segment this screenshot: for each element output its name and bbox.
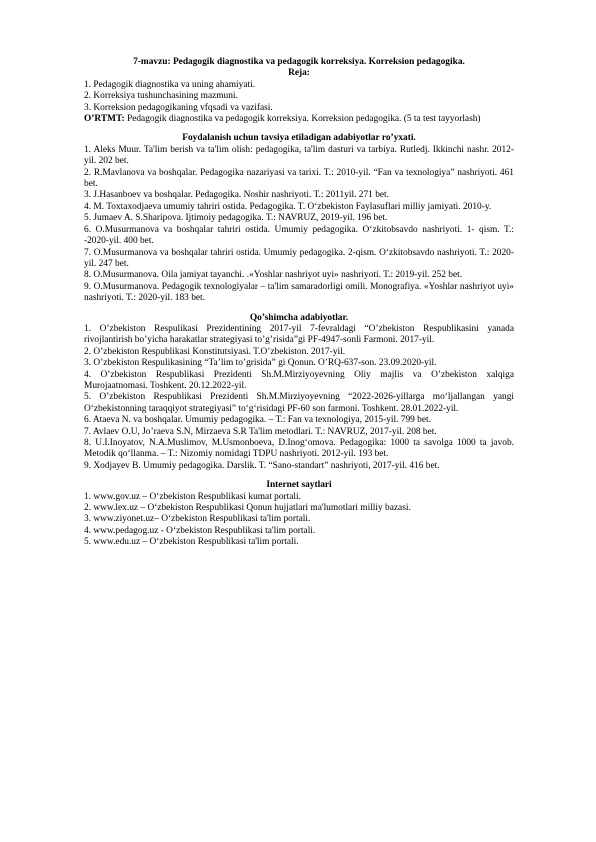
literature-item: 1. Aleks Muur. Ta'lim berish va ta'lim olish: pedagogika, ta'lim dasturi va tarbiya. Rutledj. Ikkinchi nashr. 2012-yil. 202 bet. xyxy=(84,144,514,167)
additional-item: 1. O’zbekiston Respulikasi Prezidentining 2017-yil 7-fevraldagi “O’zbekiston Respublikasini yanada rivojlantirish bo’yicha harakatlar strategiyasi to’g’risida”gi PF-4947-sonli Farmoni. 2017-yil. xyxy=(84,323,514,346)
literature-heading: Foydalanish uchun tavsiya etiladigan adabiyotlar ro’yxati. xyxy=(182,133,416,144)
additional-item: 5. O’zbekiston Respublikasi Prezidenti Sh.M.Mirziyoyevning “2022-2026-yillarga mo‘ljallangan yangi O‘zbekistonning taraqqiyot strategiyasi” to‘g‘risidagi PF-60 son farmoni. Toshkent. 28.01.2022-yil. xyxy=(84,392,514,414)
internet-item: 5. www.edu.uz – O‘zbekiston Respublikasi ta'lim portali. xyxy=(84,537,299,548)
additional-heading: Qo’shimcha adabiyotlar. xyxy=(249,312,349,323)
ortmt-label: O’RTMT: xyxy=(84,114,125,125)
internet-item: 3. www.ziyonet.uz– O‘zbekiston Respublikasi ta'lim portali. xyxy=(84,514,311,525)
literature-item: 6. O.Musurmanova va boshqalar tahriri ostida. Umumiy pedagogika. O‘zkitobsavdo nashriyoti. 1- qism. T.: -2020-yil. 400 bet. xyxy=(84,224,514,247)
internet-list xyxy=(84,492,514,549)
ortmt-paragraph xyxy=(84,114,514,125)
internet-item: 4. www.pedagog.uz - O‘zbekiston Respublikasi ta'lim portali. xyxy=(84,525,316,536)
additional-item: 4. O’zbekiston Respublikasi Prezidenti Sh.M.Mirziyoyevning Oliy majlis va O’zbekiston xalqiga Murojaatnomasi. Toshkent. 20.12.2022-yil. xyxy=(84,369,514,391)
additional-item: 9. Xodjayev B. Umumiy pedagogika. Darslik. T. “Sano-standart” nashriyoti, 2017-yil. 416 bet. xyxy=(84,460,440,471)
literature-list xyxy=(84,145,514,305)
additional-item: 7. Avlaev O.U, Jo’raeva S.N, Mirzaeva S.R Ta'lim metodlari. T.: NAVRUZ, 2017-yil. 208 bet. xyxy=(84,426,437,437)
literature-item: 8. O.Musurmanova. Oila jamiyat tayanchi. .«Yoshlar nashriyot uyi» nashriyoti. T.: 2019-yil. 252 bet. xyxy=(84,270,463,281)
plan-list xyxy=(84,80,514,114)
internet-item: 2. www.lex.uz – O‘zbekiston Respublikasi Qonun hujjatlari ma'lumotlari milliy bazasi. xyxy=(84,503,411,514)
plan-heading: Reja: xyxy=(288,68,310,79)
literature-item: 9. O.Musurmanova. Pedagogik texnologiyalar – ta'lim samaradorligi omili. Monografiya. «Yoshlar nashriyot uyi» nashriyoti. T.: 2020-yil. 183 bet. xyxy=(84,281,514,304)
page-title: 7-mavzu: Pedagogik diagnostika va pedagogik korreksiya. Korreksion pedagogika. xyxy=(133,57,465,67)
plan-item: 1. Pedagogik diagnostika va uning ahamiyati. xyxy=(84,79,256,90)
literature-item: 4. M. Toxtaxodjaeva umumiy tahriri ostida. Pedagogika. T. O‘zbekiston Faylasuflari milliy jamiyati. 2010-y. xyxy=(84,201,492,212)
literature-item: 3. J.Hasanboev va boshqalar. Pedagogika. Noshir nashriyoti. T.: 2011yil. 271 bet. xyxy=(84,190,389,201)
additional-item: 8. U.I.Inoyatov, N.A.Muslimov, M.Usmonboeva, D.Inog‘omova. Pedagogika: 1000 ta savolga 1000 ta javob. Metodik qo‘llanma. – T.: Nizomiy nomidagi TDPU nashriyoti. 2012-yil. 193 bet. xyxy=(84,438,514,460)
internet-heading: Internet saytlari xyxy=(266,480,332,491)
internet-item: 1. www.gov.uz – O‘zbekiston Respublikasi kumat portali. xyxy=(84,491,301,502)
plan-item: 2. Korreksiya tushunchasining mazmuni. xyxy=(84,91,238,102)
document-page xyxy=(84,57,514,549)
literature-item: 7. O.Musurmanova va boshqalar tahriri ostida. Umumiy pedagogika. 2-qism. O‘zkitobsavdo nashriyoti. T.: 2020-yil. 247 bet. xyxy=(84,247,514,269)
additional-list xyxy=(84,324,514,472)
literature-item: 5. Jumaev A. S.Sharipova. Ijtimoiy pedagogika. T.: NAVRUZ, 2019-yil. 196 bet. xyxy=(84,213,388,224)
ortmt-text: Pedagogik diagnostika va pedagogik korreksiya. Korreksion pedagogika. (5 ta test tayyorlash) xyxy=(124,114,481,125)
additional-item: 6. Ataeva N. va boshqalar. Umumiy pedagogika. – T.: Fan va texnologiya, 2015-yil. 799 bet. xyxy=(84,415,431,426)
additional-item: 2. O’zbekiston Respublikasi Konstitutsiyasi. T.O’zbekiston. 2017-yil. xyxy=(84,346,346,357)
plan-item: 3. Korreksion pedagogikaning vfqsadi va vazifasi. xyxy=(84,102,273,113)
literature-item: 2. R.Mavlanova va boshqalar. Pedagogika nazariyasi va tarixi. T.: 2010-yil. “Fan va texnologiya” nashriyoti. 461 bet. xyxy=(84,167,514,190)
additional-item: 3. O’zbekiston Respulikasining “Ta’lim to’grisida” gi Qonun. O’RQ-637-son. 23.09.2020-yil. xyxy=(84,358,437,369)
